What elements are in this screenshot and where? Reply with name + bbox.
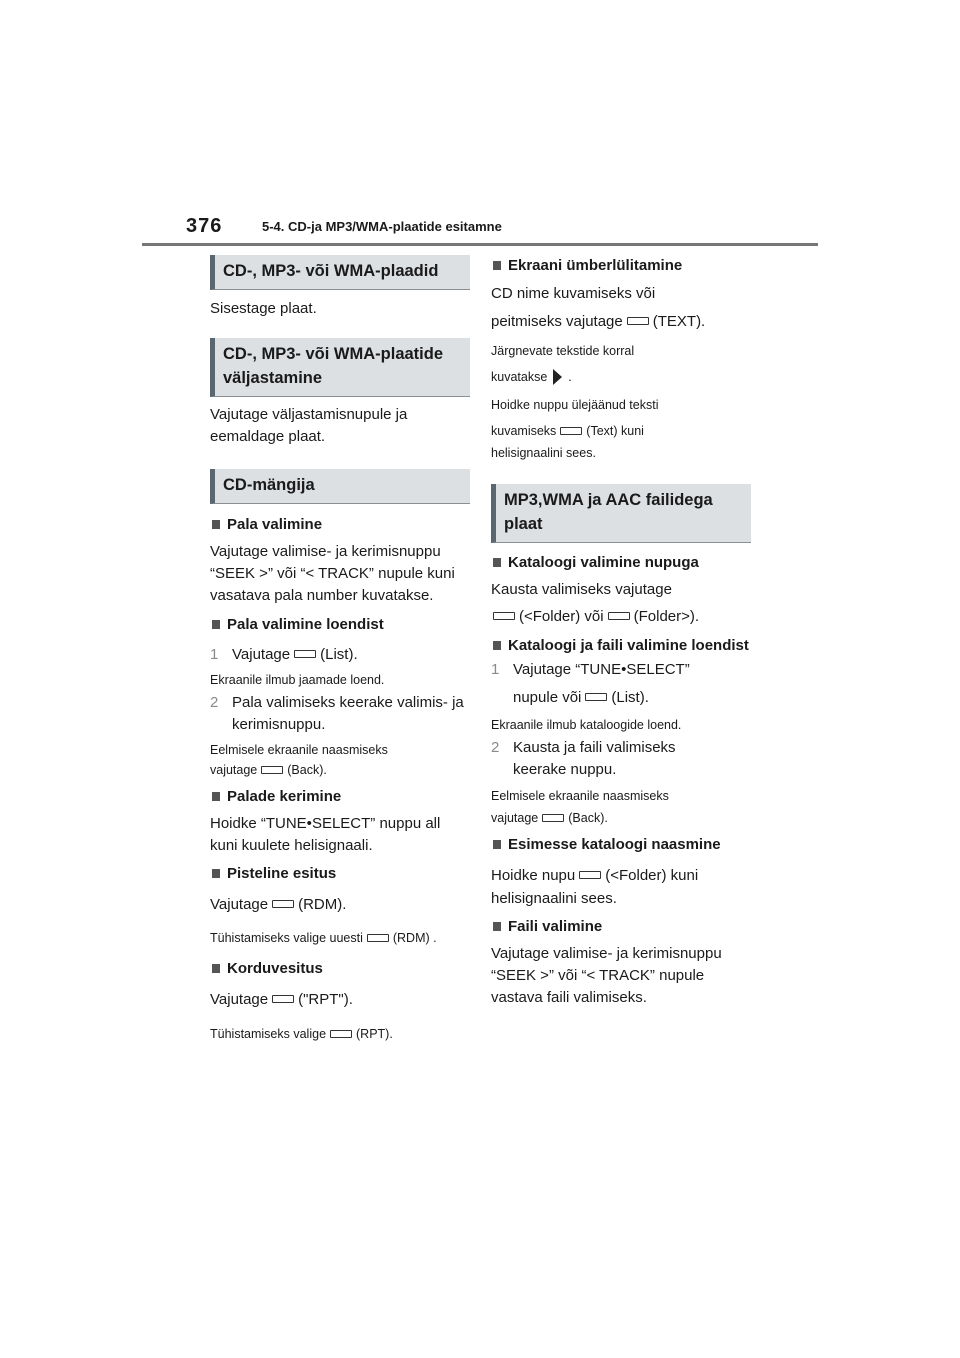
note: kuvamiseks (Text) kuni bbox=[491, 424, 644, 438]
subheading: Kataloogi ja faili valimine loendist bbox=[491, 635, 751, 657]
folder-forward-button-icon bbox=[608, 612, 630, 620]
step-number: 1 bbox=[210, 646, 219, 663]
rpt-button-icon bbox=[272, 995, 294, 1003]
page-number: 376 bbox=[186, 215, 223, 237]
bullet-square-icon bbox=[212, 620, 220, 629]
step-1: 1 Vajutage “TUNE•SELECT” nupule või (List). bbox=[491, 659, 751, 709]
subheading: Pala valimine loendist bbox=[210, 614, 470, 636]
note: Tühistamiseks valige uuesti (RDM) . bbox=[210, 931, 437, 945]
paragraph: Vajutage (RDM). bbox=[210, 896, 347, 913]
step-number: 2 bbox=[491, 739, 500, 756]
paragraph: Vajutage ("RPT"). bbox=[210, 991, 353, 1008]
step-2: 2 Kausta ja faili valimiseks keerake nuppu. bbox=[491, 737, 751, 781]
paragraph: Kausta valimiseks vajutage bbox=[491, 581, 672, 598]
note: Eelmisele ekraanile naasmiseks vajutage (Back). bbox=[491, 789, 669, 825]
paragraph: CD nime kuvamiseks või bbox=[491, 285, 656, 302]
bullet-square-icon bbox=[493, 261, 501, 270]
section-box-eject: CD-, MP3- või WMA-plaatide väljastamine bbox=[210, 338, 470, 397]
bullet-square-icon bbox=[493, 840, 501, 849]
back-button-icon bbox=[261, 766, 283, 774]
text-button-icon bbox=[560, 427, 582, 435]
step-2: 2 Pala valimiseks keerake valimis- ja kerimisnuppu. bbox=[210, 692, 470, 736]
section-title: 5-4. CD-ja MP3/WMA-plaatide esitamne bbox=[262, 219, 502, 234]
rdm-button-icon bbox=[272, 900, 294, 908]
subheading: Korduvesitus bbox=[210, 958, 470, 980]
chevron-right-icon bbox=[553, 369, 562, 385]
header-divider bbox=[142, 243, 818, 246]
note: Hoidke nuppu ülejäänud teksti bbox=[491, 398, 659, 412]
section-box-mp3-wma-aac: MP3,WMA ja AAC failidega plaat bbox=[491, 484, 751, 543]
rpt-button-icon bbox=[330, 1030, 352, 1038]
subheading: Esimesse kataloogi naasmine bbox=[491, 834, 751, 856]
paragraph: Vajutage valimise- ja kerimisnuppu “SEEK >” või “< TRACK” nupule vastava faili valimiseks. bbox=[491, 945, 722, 1006]
subheading: Ekraani ümberlülitamine bbox=[491, 255, 751, 277]
back-button-icon bbox=[542, 814, 564, 822]
step-number: 1 bbox=[491, 661, 500, 678]
list-button-icon bbox=[585, 693, 607, 701]
folder-back-button-icon bbox=[579, 871, 601, 879]
note: Tühistamiseks valige (RPT). bbox=[210, 1027, 393, 1041]
note: helisignaalini sees. bbox=[491, 446, 596, 460]
bullet-square-icon bbox=[212, 520, 220, 529]
section-box-discs: CD-, MP3- või WMA-plaadid bbox=[210, 255, 470, 290]
section-box-cd-player: CD-mängija bbox=[210, 469, 470, 504]
bullet-square-icon bbox=[493, 641, 501, 650]
paragraph: Hoidke “TUNE•SELECT” nuppu all kuni kuulete helisignaali. bbox=[210, 815, 441, 854]
paragraph: Sisestage plaat. bbox=[210, 300, 317, 317]
note: Ekraanile ilmub jaamade loend. bbox=[210, 673, 385, 687]
note: Ekraanile ilmub kataloogide loend. bbox=[491, 718, 682, 732]
paragraph: helisignaalini sees. bbox=[491, 890, 617, 907]
text-button-icon bbox=[627, 317, 649, 325]
folder-back-button-icon bbox=[493, 612, 515, 620]
bullet-square-icon bbox=[493, 558, 501, 567]
right-column bbox=[491, 255, 751, 1009]
paragraph: Vajutage valimise- ja kerimisnuppu “SEEK >” või “< TRACK” nupule kuni vasatava pala number kuvatakse. bbox=[210, 543, 455, 604]
subheading: Palade kerimine bbox=[210, 786, 470, 808]
bullet-square-icon bbox=[493, 922, 501, 931]
list-button-icon bbox=[294, 650, 316, 658]
paragraph: Vajutage väljastamisnupule ja eemaldage plaat. bbox=[210, 406, 408, 445]
bullet-square-icon bbox=[212, 964, 220, 973]
subheading: Pisteline esitus bbox=[210, 863, 470, 885]
note: Järgnevate tekstide korral bbox=[491, 344, 635, 358]
note: Eelmisele ekraanile naasmiseks vajutage (Back). bbox=[210, 743, 388, 777]
note: kuvatakse . bbox=[491, 370, 572, 384]
bullet-square-icon bbox=[212, 869, 220, 878]
subheading: Faili valimine bbox=[491, 916, 751, 938]
subheading: Kataloogi valimine nupuga bbox=[491, 552, 751, 574]
rdm-button-icon bbox=[367, 934, 389, 942]
subheading: Pala valimine bbox=[210, 514, 470, 536]
step-number: 2 bbox=[210, 694, 219, 711]
paragraph: (<Folder) või (Folder>). bbox=[491, 606, 751, 628]
paragraph: peitmiseks vajutage (TEXT). bbox=[491, 313, 706, 330]
step-1: 1 Vajutage (List). bbox=[210, 644, 470, 666]
paragraph: Hoidke nupu (<Folder) kuni bbox=[491, 867, 699, 884]
bullet-square-icon bbox=[212, 792, 220, 801]
left-column bbox=[210, 255, 470, 1044]
